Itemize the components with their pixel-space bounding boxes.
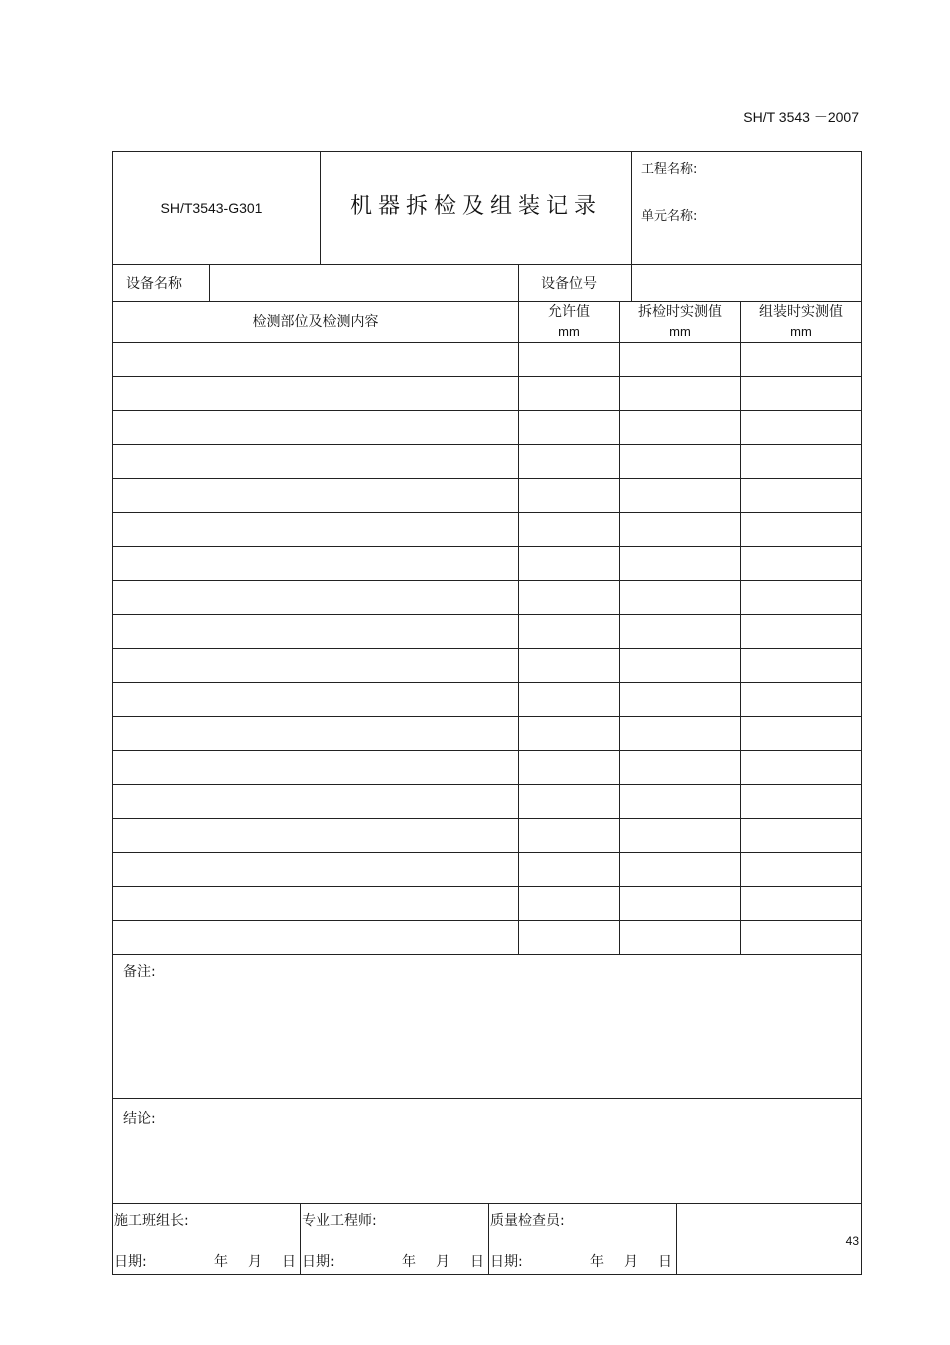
- table-cell[interactable]: [113, 717, 519, 750]
- table-cell[interactable]: [519, 649, 620, 682]
- table-cell[interactable]: [113, 411, 519, 444]
- table-cell[interactable]: [620, 683, 741, 716]
- device-tag-label: 设备位号: [519, 265, 632, 301]
- table-cell[interactable]: [113, 343, 519, 376]
- table-cell[interactable]: [741, 445, 861, 478]
- table-cell[interactable]: [620, 479, 741, 512]
- table-cell[interactable]: [741, 343, 861, 376]
- table-cell[interactable]: [113, 377, 519, 410]
- table-cell[interactable]: [620, 751, 741, 784]
- table-cell[interactable]: [741, 921, 861, 954]
- table-cell[interactable]: [519, 377, 620, 410]
- table-cell[interactable]: [741, 581, 861, 614]
- table-row: [113, 614, 861, 648]
- table-cell[interactable]: [620, 445, 741, 478]
- table-row: [113, 648, 861, 682]
- table-row: [113, 342, 861, 376]
- table-row: [113, 478, 861, 512]
- signature-blank-cell: [677, 1204, 861, 1274]
- table-cell[interactable]: [519, 581, 620, 614]
- table-cell[interactable]: [113, 921, 519, 954]
- table-cell[interactable]: [620, 717, 741, 750]
- table-cell[interactable]: [620, 819, 741, 852]
- table-cell[interactable]: [519, 343, 620, 376]
- table-cell[interactable]: [741, 649, 861, 682]
- table-row: [113, 784, 861, 818]
- month-label: 月: [248, 1254, 262, 1270]
- signature-cell[interactable]: [489, 1204, 677, 1274]
- table-cell[interactable]: [620, 921, 741, 954]
- year-label: 年: [590, 1254, 604, 1270]
- device-name-field[interactable]: [210, 265, 519, 301]
- day-label: 日: [282, 1254, 296, 1270]
- table-cell[interactable]: [620, 887, 741, 920]
- table-row: [113, 376, 861, 410]
- table-cell[interactable]: [620, 343, 741, 376]
- column-unit: mm: [558, 324, 580, 339]
- column-label: 允许值: [548, 304, 590, 320]
- unit-name-label: 单元名称:: [641, 209, 698, 224]
- signer-role: 专业工程师:: [302, 1213, 377, 1229]
- table-cell[interactable]: [519, 717, 620, 750]
- table-cell[interactable]: [741, 853, 861, 886]
- year-label: 年: [214, 1254, 228, 1270]
- project-name-label: 工程名称:: [641, 162, 698, 177]
- table-cell[interactable]: [519, 921, 620, 954]
- table-row: [113, 410, 861, 444]
- table-row: [113, 886, 861, 920]
- date-label: 日期:: [302, 1254, 335, 1270]
- date-label: 日期:: [114, 1254, 147, 1270]
- table-cell[interactable]: [519, 751, 620, 784]
- column-unit: mm: [669, 324, 691, 339]
- table-row: [113, 818, 861, 852]
- table-cell[interactable]: [113, 853, 519, 886]
- table-row: [113, 920, 861, 954]
- table-cell[interactable]: [741, 751, 861, 784]
- table-cell[interactable]: [113, 751, 519, 784]
- table-cell[interactable]: [113, 785, 519, 818]
- date-label: 日期:: [490, 1254, 523, 1270]
- column-label: 组装时实测值: [759, 304, 843, 320]
- table-row: [113, 750, 861, 784]
- table-row: [113, 546, 861, 580]
- column-unit: mm: [790, 324, 812, 339]
- signer-role: 施工班组长:: [114, 1213, 189, 1229]
- device-tag-field[interactable]: [632, 265, 861, 301]
- table-cell[interactable]: [741, 717, 861, 750]
- table-cell[interactable]: [620, 785, 741, 818]
- remarks-section[interactable]: [112, 954, 862, 1098]
- table-cell[interactable]: [741, 683, 861, 716]
- table-cell[interactable]: [113, 513, 519, 546]
- table-cell[interactable]: [519, 819, 620, 852]
- device-row: [112, 264, 862, 301]
- table-row: [113, 444, 861, 478]
- project-info: [632, 152, 861, 264]
- table-cell[interactable]: [620, 513, 741, 546]
- table-cell[interactable]: [741, 513, 861, 546]
- table-row: [113, 682, 861, 716]
- table-cell[interactable]: [519, 887, 620, 920]
- table-cell[interactable]: [113, 819, 519, 852]
- table-cell[interactable]: [741, 377, 861, 410]
- device-name-label: 设备名称: [113, 265, 210, 301]
- table-cell[interactable]: [741, 479, 861, 512]
- remarks-label: 备注:: [123, 964, 156, 980]
- column-label: 检测部位及检测内容: [252, 314, 379, 330]
- table-cell[interactable]: [620, 581, 741, 614]
- table-cell[interactable]: [113, 581, 519, 614]
- table-header: [113, 302, 861, 342]
- table-cell[interactable]: [519, 445, 620, 478]
- signature-cell[interactable]: [113, 1204, 301, 1274]
- column-label: 拆检时实测值: [638, 304, 722, 320]
- table-row: [113, 852, 861, 886]
- year-label: 年: [402, 1254, 416, 1270]
- month-label: 月: [624, 1254, 638, 1270]
- column-header: [620, 302, 741, 342]
- table-cell[interactable]: [741, 819, 861, 852]
- page-number: 43: [845, 1234, 859, 1248]
- table-cell[interactable]: [519, 411, 620, 444]
- table-cell[interactable]: [620, 411, 741, 444]
- table-cell[interactable]: [113, 887, 519, 920]
- signature-cell[interactable]: [301, 1204, 489, 1274]
- standard-number: SH/T 3543 －2007: [743, 109, 859, 125]
- table-cell[interactable]: [113, 615, 519, 648]
- table-cell[interactable]: [741, 547, 861, 580]
- table-cell[interactable]: [620, 615, 741, 648]
- table-cell[interactable]: [519, 683, 620, 716]
- signature-row: [112, 1203, 862, 1275]
- table-cell[interactable]: [741, 411, 861, 444]
- table-cell[interactable]: [620, 853, 741, 886]
- table-cell[interactable]: [519, 785, 620, 818]
- table-row: [113, 580, 861, 614]
- table-cell[interactable]: [113, 445, 519, 478]
- table-cell[interactable]: [519, 513, 620, 546]
- table-cell[interactable]: [113, 649, 519, 682]
- table-cell[interactable]: [741, 615, 861, 648]
- column-header: [519, 302, 620, 342]
- form-code: SH/T3543-G301: [113, 152, 321, 264]
- table-cell[interactable]: [519, 547, 620, 580]
- table-cell[interactable]: [519, 853, 620, 886]
- table-cell[interactable]: [519, 479, 620, 512]
- day-label: 日: [470, 1254, 484, 1270]
- table-body: [113, 342, 861, 954]
- table-row: [113, 716, 861, 750]
- column-header: [113, 302, 519, 342]
- form-header: [112, 151, 862, 264]
- table-row: [113, 512, 861, 546]
- table-cell[interactable]: [741, 785, 861, 818]
- table-cell[interactable]: [519, 615, 620, 648]
- table-cell[interactable]: [620, 649, 741, 682]
- month-label: 月: [436, 1254, 450, 1270]
- table-cell[interactable]: [741, 887, 861, 920]
- inspection-form: [112, 151, 862, 1275]
- table-cell[interactable]: [620, 377, 741, 410]
- conclusion-section[interactable]: [112, 1098, 862, 1203]
- form-title: 机器拆检及组装记录: [321, 152, 632, 264]
- column-header: [741, 302, 861, 342]
- table-cell[interactable]: [113, 547, 519, 580]
- measurement-table: [112, 301, 862, 954]
- table-cell[interactable]: [620, 547, 741, 580]
- day-label: 日: [658, 1254, 672, 1270]
- table-cell[interactable]: [113, 683, 519, 716]
- conclusion-label: 结论:: [123, 1111, 156, 1127]
- table-cell[interactable]: [113, 479, 519, 512]
- signer-role: 质量检查员:: [490, 1213, 565, 1229]
